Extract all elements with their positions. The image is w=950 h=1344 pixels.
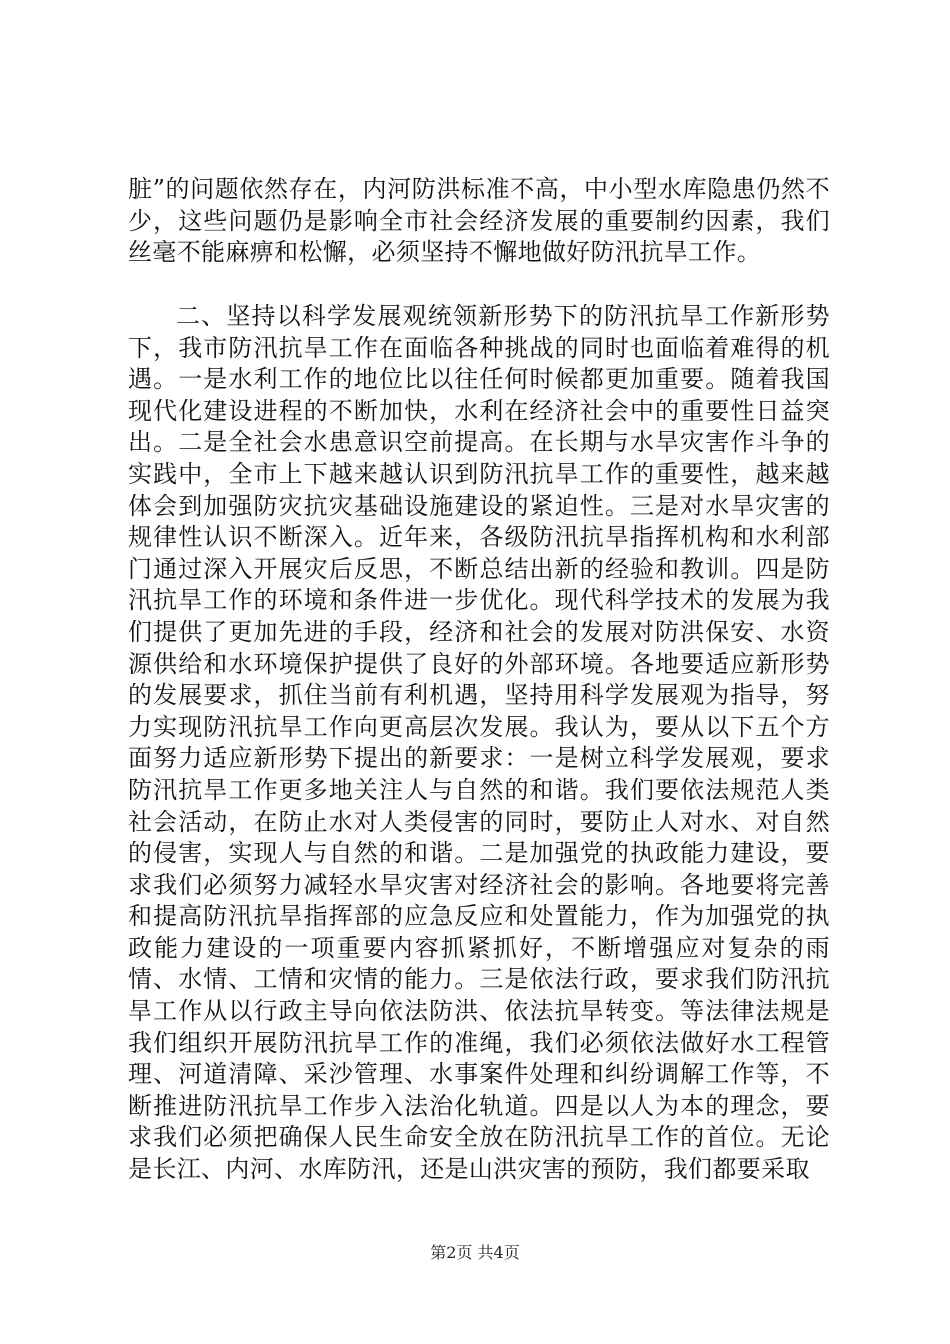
page-number-footer: 第2页 共4页 — [430, 1243, 520, 1262]
paragraph-continuation: 脏”的问题依然存在，内河防洪标准不高，中小型水库隐患仍然不少，这些问题仍是影响全市社会经济发展的重要制约因素，我们丝毫不能麻痹和松懈，必须坚持不懈地做好防汛抗旱工作。 — [128, 175, 830, 267]
paragraph-section-two: 二、坚持以科学发展观统领新形势下的防汛抗旱工作新形势下，我市防汛抗旱工作在面临各种挑战的同时也面临着难得的机遇。一是水利工作的地位比以往任何时候都更加重要。随着我国现代化建设进程的不断加快，水利在经济社会中的重要性日益突出。二是全社会水患意识空前提高。在长期与水旱灾害作斗争的实践中，全市上下越来越认识到防汛抗旱工作的重要性，越来越体会到加强防灾抗灾基础设施建设的紧迫性。三是对水旱灾害的规律性认识不断深入。近年来，各级防汛抗旱指挥机构和水利部门通过深入开展灾后反思，不断总结出新的经验和教训。四是防汛抗旱工作的环境和条件进一步优化。现代科学技术的发展为我们提供了更加先进的手段，经济和社会的发展对防洪保安、水资源供给和水环境保护提供了良好的外部环境。各地要适应新形势的发展要求，抓住当前有利机遇，坚持用科学发展观为指导，努力实现防汛抗旱工作向更高层次发展。我认为，要从以下五个方面努力适应新形势下提出的新要求：一是树立科学发展观，要求防汛抗旱工作更多地关注人与自然的和谐。我们要依法规范人类社会活动，在防止水对人类侵害的同时，要防止人对水、对自然的侵害，实现人与自然的和谐。二是加强党的执政能力建设，要求我们必须努力减轻水旱灾害对经济社会的影响。各地要将完善和提高防汛抗旱指挥部的应急反应和处置能力，作为加强党的执政能力建设的一项重要内容抓紧抓好，不断增强应对复杂的雨情、水情、工情和灾情的能力。三是依法行政，要求我们防汛抗旱工作从以行政主导向依法防洪、依法抗旱转变。等法律法规是我们组织开展防汛抗旱工作的准绳，我们必须依法做好水工程管理、河道清障、采沙管理、水事案件处理和纠纷调解工作等，不断推进防汛抗旱工作步入法治化轨道。四是以人为本的理念，要求我们必须把确保人民生命安全放在防汛抗旱工作的首位。无论是长江、内河、水库防汛，还是山洪灾害的预防，我们都要采取 — [128, 302, 830, 1184]
